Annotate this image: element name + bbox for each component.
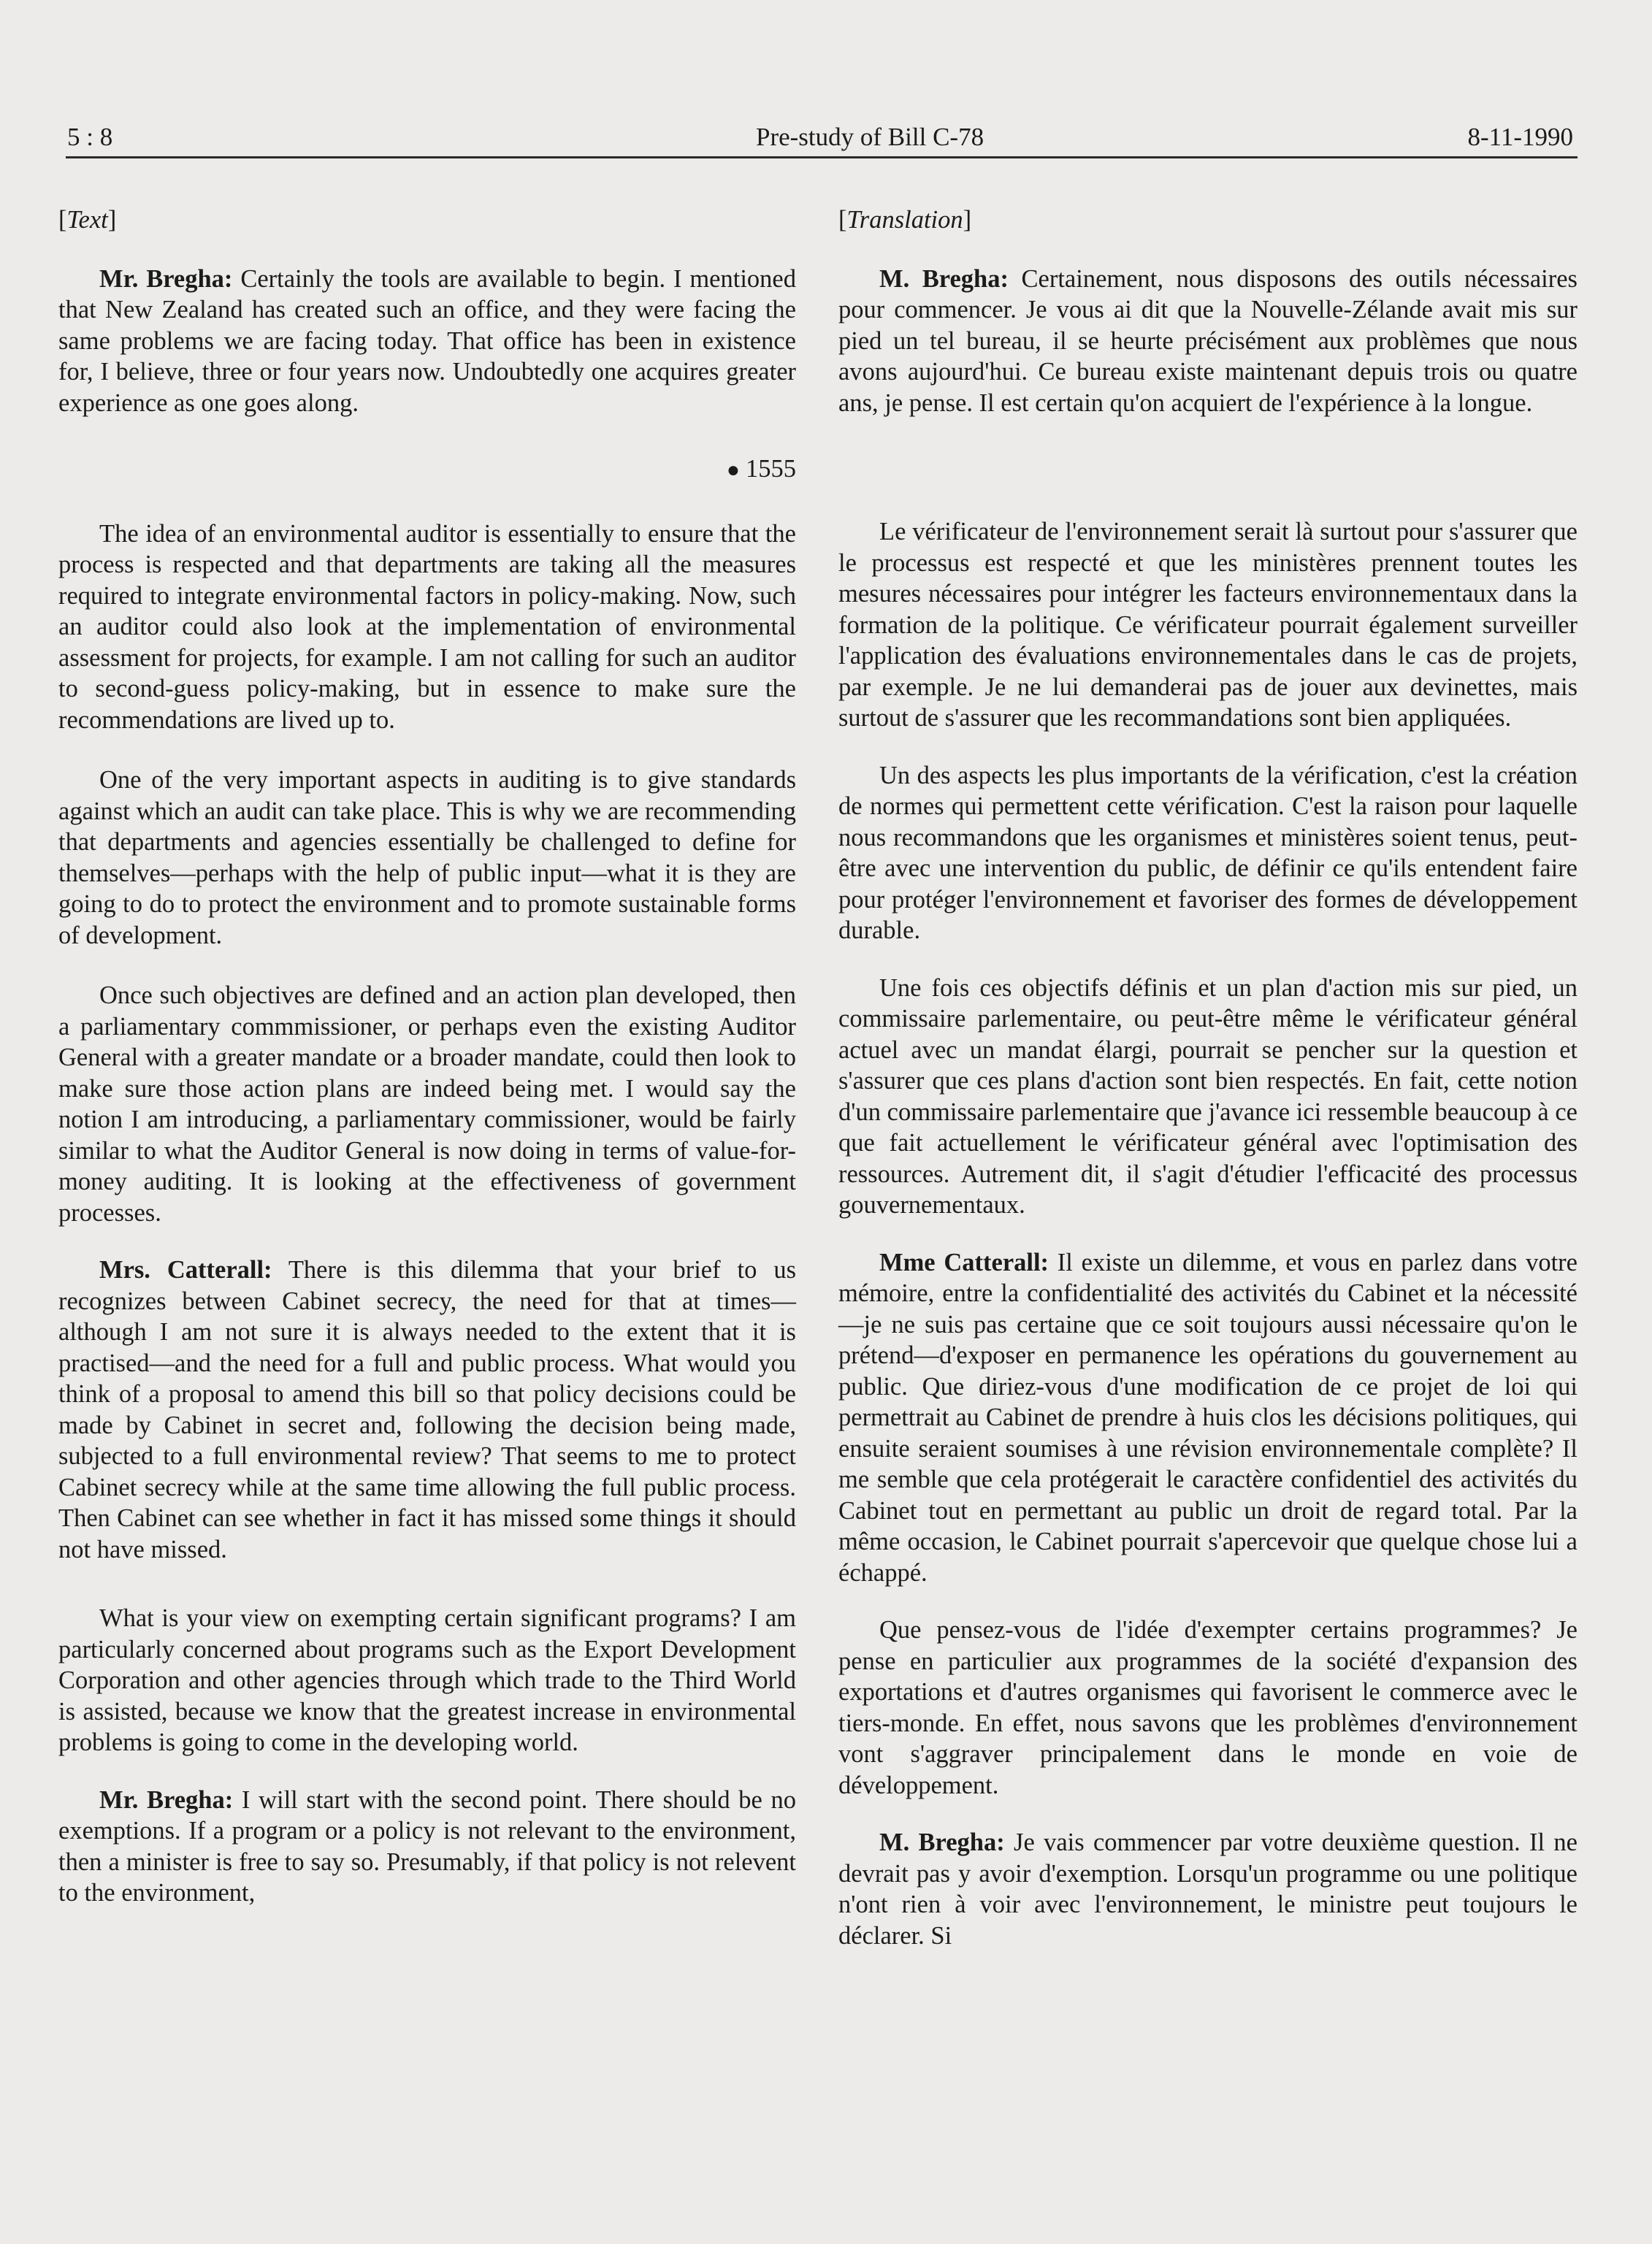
paragraph: Le vérificateur de l'environnement serait là surtout pour s'assurer que le processus est respecté et que les ministères prennent toutes les mesures nécessaires pour intégrer les facteurs environnementaux dans la formation de la politique. Ce vérificateur pourrait également surveiller l'application des évaluations environnementales dans le cas de projets, par exemple. Je ne lui demanderai pas de jouer aux devinettes, mais surtout de s'assurer que les recommandations sont bien appliquées. [838, 518, 1578, 732]
page-number: 5 : 8 [67, 123, 113, 151]
page-header [66, 120, 1578, 158]
speaker-name: Mrs. Catterall: [99, 1256, 272, 1284]
paragraph: What is your view on exempting certain significant programs? I am particularly concerned about programs such as the Export Development Corporation and other agencies through which trade to the Third World is assisted, because we know that the greatest increase in environmental problems is going to come in the developing world. [58, 1604, 796, 1756]
paragraph: Mrs. Catterall: There is this dilemma that your brief to us recognizes between Cabinet secrecy, the need for that at times—although I am not sure it is always needed to the extent that it is practised—and the need for a full and public process. What would you think of a proposal to amend this bill so that policy decisions could be made by Cabinet in secret and, following the decision being made, subjected to a full environmental review? That seems to me to protect Cabinet secrecy while at the same time allowing the full public process. Then Cabinet can see whether in fact it has missed some things it should not have missed. [58, 1256, 796, 1563]
speaker-name: Mr. Bregha: [99, 264, 233, 293]
paragraph: M. Bregha: Certainement, nous disposons des outils nécessaires pour commencer. Je vous ai dit que la Nouvelle-Zélande avait mis sur pied un tel bureau, il se heurte précisément aux problèmes que nous avons aujourd'hui. Ce bureau existe maintenant depuis trois ou quatre ans, je pense. Il est certain qu'on acquiert de l'expérience à la longue. [838, 264, 1578, 417]
french-column [838, 204, 1578, 1951]
speaker-name: Mme Catterall: [879, 1248, 1049, 1276]
speaker-name: M. Bregha: [879, 264, 1009, 293]
language-label: [Text] [58, 206, 117, 234]
document-date: 8-11-1990 [1467, 123, 1573, 151]
paragraph: Une fois ces objectifs définis et un plan d'action mis sur pied, un commissaire parlementaire, ou peut-être même le vérificateur général actuel avec un mandat élargi, pourrait se pencher sur la question et s'assurer que ces plans d'action sont bien respectés. En fait, cette notion d'un commissaire parlementaire que j'avance ici ressemble beaucoup à ce que fait actuellement le vérificateur général avec l'optimisation des ressources. Autrement dit, il s'agit d'étudier l'efficacité des processus gouvernementaux. [838, 973, 1578, 1219]
language-label: [Translation] [838, 206, 972, 234]
paragraph: M. Bregha: Je vais commencer par votre deuxième question. Il ne devrait pas y avoir d'exemption. Lorsqu'un programme ou une politique n'ont rien à voir avec l'environnement, le ministre peut toujours le déclarer. Si [838, 1828, 1578, 1950]
paragraph: Mr. Bregha: I will start with the second point. There should be no exemptions. If a program or a policy is not relevant to the environment, then a minister is free to say so. Presumably, if that policy is not relevent to the environment, [58, 1785, 797, 1907]
speaker-name: M. Bregha: [879, 1828, 1005, 1856]
speaker-name: Mr. Bregha: [99, 1785, 234, 1814]
paragraph: Un des aspects les plus importants de la vérification, c'est la création de normes qui permettent cette vérification. C'est la raison pour laquelle nous recommandons que les organismes et ministères soient tenus, peut-être avec une intervention du public, de définir ce qu'ils entendent faire pour protéger l'environnement et favoriser des formes de développement durable. [838, 761, 1578, 944]
time-marker: ● 1555 [726, 455, 796, 483]
paragraph: One of the very important aspects in auditing is to give standards against which an audit can take place. This is why we are recommending that departments and agencies essentially be challenged to define for themselves—perhaps with the help of public input—what it is they are going to do to protect the environment and to promote sustainable forms of development. [58, 766, 796, 949]
paragraph: Mme Catterall: Il existe un dilemme, et vous en parlez dans votre mémoire, entre la confidentialité des activités du Cabinet et la nécessité—je ne suis pas certaine que ce soit toujours aussi nécessaire qu'on le prétend—d'exposer en permanence les opérations du gouvernement au public. Que diriez-vous d'une modification de ce projet de loi qui permettrait au Cabinet de prendre à huis clos les décisions politiques, qui ensuite seraient soumises à une révision environnementale complète? Il me semble que cela protégerait le caractère confidentiel des activités du Cabinet tout en permettant au public un droit de regard total. Par la même occasion, le Cabinet pourrait s'apercevoir que quelque chose lui a échappé. [838, 1248, 1578, 1587]
paragraph: Que pensez-vous de l'idée d'exempter certains programmes? Je pense en particulier aux programmes de la société d'expansion des exportations et d'autres organismes qui favorisent le commerce avec le tiers-monde. En effet, nous savons que les problèmes d'environnement vont s'aggraver principalement dans le monde en voie de développement. [838, 1616, 1578, 1799]
english-column [58, 204, 796, 1909]
paragraph: Once such objectives are defined and an action plan developed, then a parliamentary commmissioner, or perhaps even the existing Auditor General with a greater mandate or a broader mandate, could then look to make sure those action plans are indeed being met. I would say the notion I am introducing, a parliamentary commissioner, would be fairly similar to what the Auditor General is now doing in terms of value-for-money auditing. It is looking at the effectiveness of government processes. [58, 981, 796, 1227]
paragraph: The idea of an environmental auditor is essentially to ensure that the process is respected and that departments are taking all the measures required to integrate environmental factors in policy-making. Now, such an auditor could also look at the implementation of environmental assessment for projects, for example. I am not calling for such an auditor to second-guess policy-making, but in essence to make sure the recommendations are lived up to. [58, 519, 796, 734]
paragraph: Mr. Bregha: Certainly the tools are available to begin. I mentioned that New Zealand has created such an office, and they were facing the same problems we are facing today. That office has been in existence for, I believe, three or four years now. Undoubtedly one acquires greater experience as one goes along. [58, 264, 796, 417]
document-title: Pre-study of Bill C-78 [756, 123, 984, 151]
